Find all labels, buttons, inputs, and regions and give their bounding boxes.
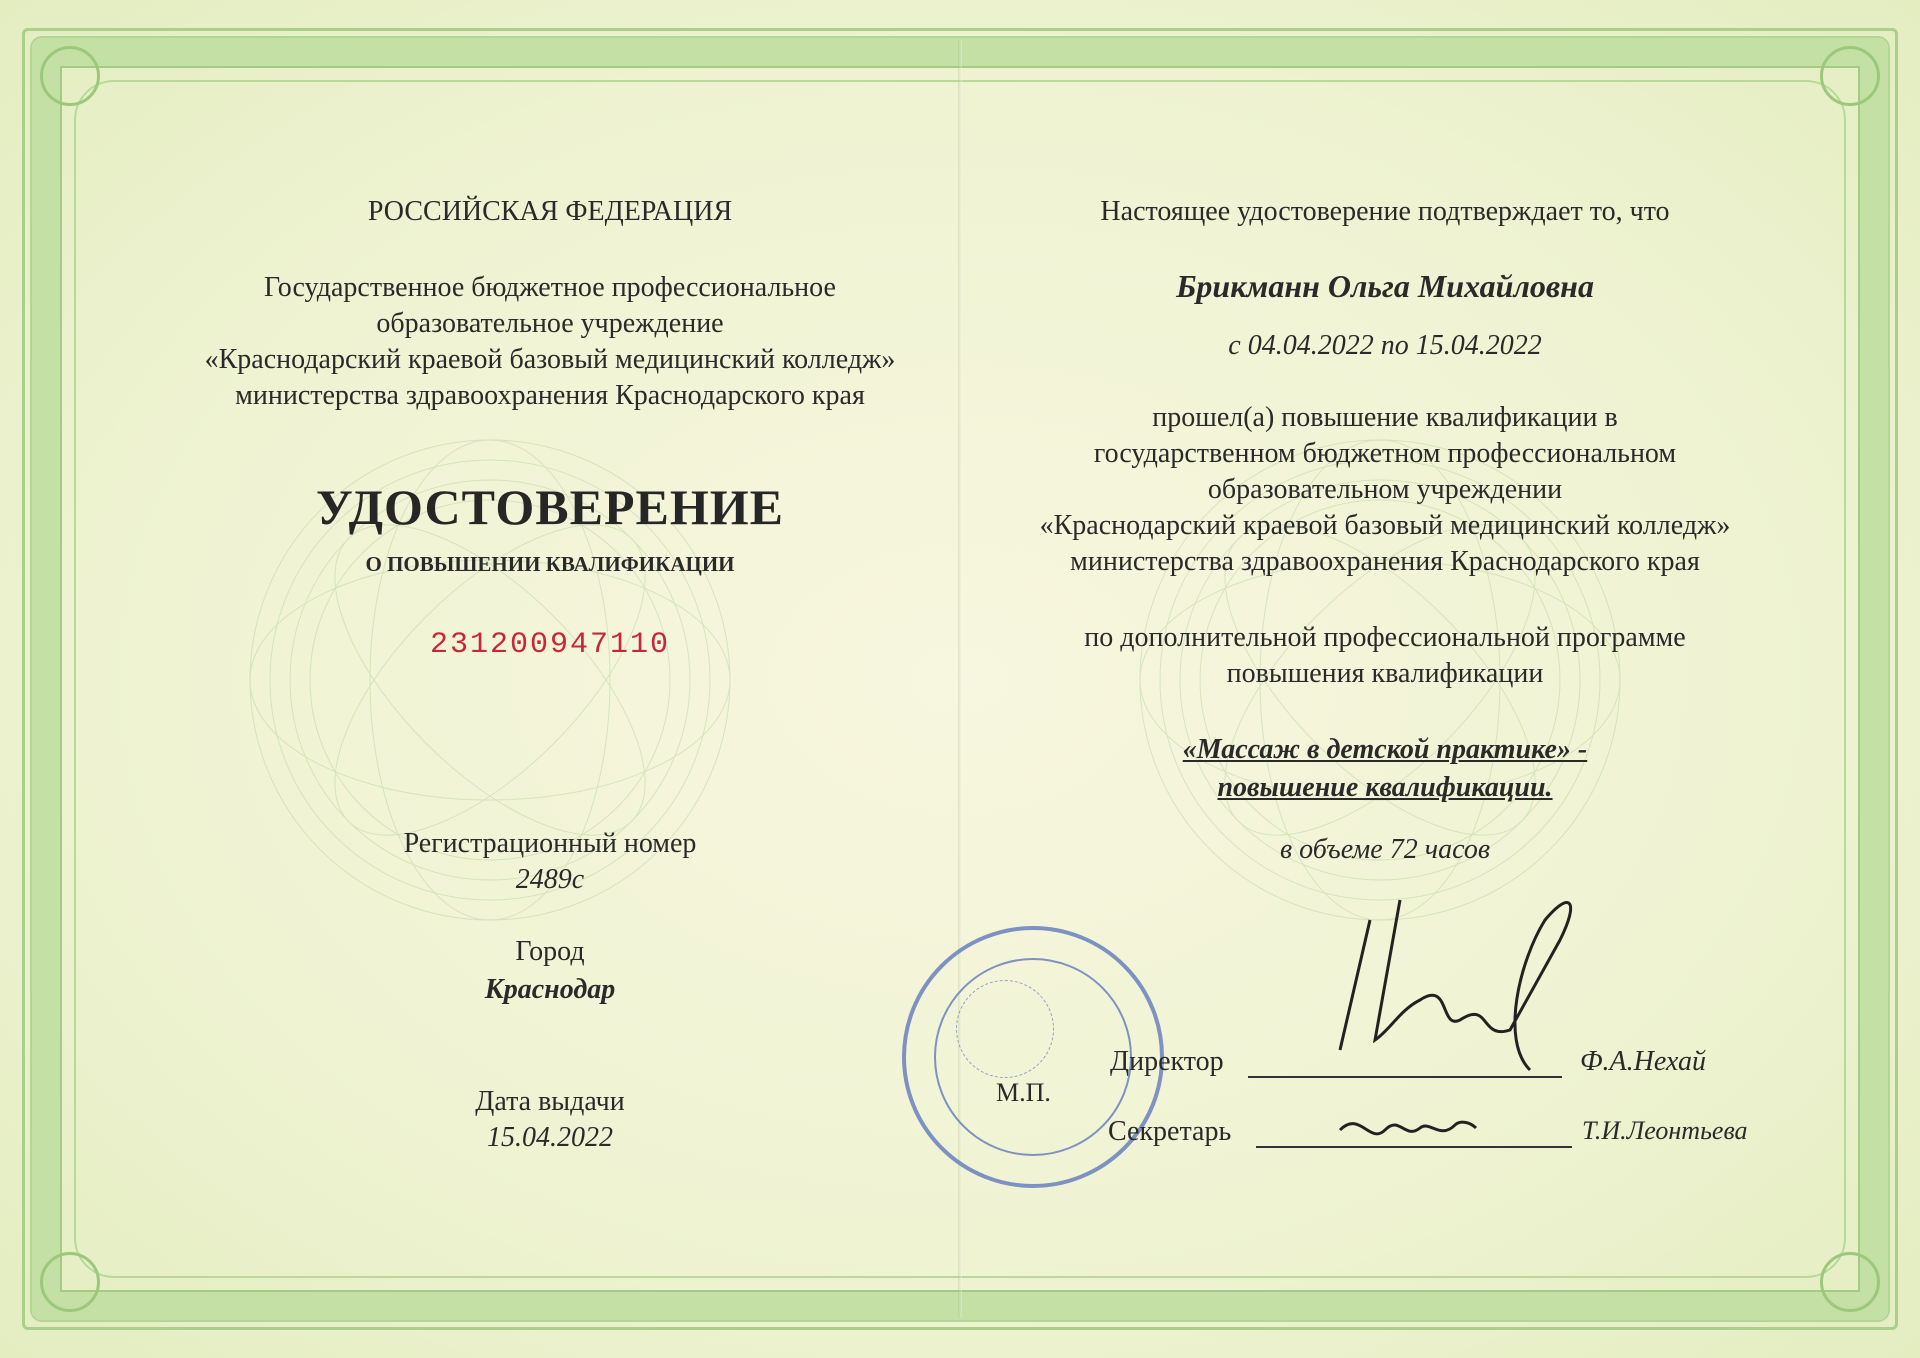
corner-ornament-icon bbox=[40, 46, 100, 106]
course-title-line-1: «Массаж в детской практике» - bbox=[1182, 734, 1588, 765]
document-title: УДОСТОВЕРЕНИЕ bbox=[316, 479, 784, 535]
serial-number: 231200947110 bbox=[429, 628, 671, 662]
coat-of-arms-icon bbox=[956, 980, 1054, 1078]
body-line-4: «Краснодарский краевой базовый медицинский колледж» bbox=[1039, 510, 1731, 541]
secretary-label: Секретарь bbox=[1108, 1116, 1232, 1147]
reg-number-label: Регистрационный номер bbox=[403, 828, 697, 859]
reg-number-value: 2489с bbox=[515, 864, 585, 895]
body-line-3: образовательном учреждении bbox=[1207, 474, 1563, 505]
training-period: с 04.04.2022 по 15.04.2022 bbox=[1228, 330, 1542, 361]
stamp-place-mark: М.П. bbox=[996, 1078, 1051, 1107]
corner-ornament-icon bbox=[40, 1252, 100, 1312]
body-line-5: министерства здравоохранения Краснодарского края bbox=[1070, 546, 1700, 577]
course-title-line-2: повышение квалификации. bbox=[1217, 772, 1553, 803]
holder-name: Брикманн Ольга Михайловна bbox=[1176, 268, 1594, 304]
org-line-1: Государственное бюджетное профессиональное bbox=[264, 272, 836, 303]
org-line-2: образовательное учреждение bbox=[376, 308, 724, 339]
org-line-3: «Краснодарский краевой базовый медицинский колледж» bbox=[204, 344, 896, 375]
director-name: Ф.А.Нехай bbox=[1580, 1046, 1706, 1077]
program-line-2: повышения квалификации bbox=[1226, 658, 1544, 689]
document-subtitle: О ПОВЫШЕНИИ КВАЛИФИКАЦИИ bbox=[365, 552, 735, 576]
body-line-1: прошел(а) повышение квалификации в bbox=[1152, 402, 1618, 433]
secretary-signature-icon bbox=[1330, 1100, 1480, 1160]
director-signature-icon bbox=[1300, 880, 1620, 1080]
secretary-name: Т.И.Леонтьева bbox=[1582, 1116, 1748, 1145]
corner-ornament-icon bbox=[1820, 46, 1880, 106]
director-label: Директор bbox=[1110, 1046, 1224, 1077]
corner-ornament-icon bbox=[1820, 1252, 1880, 1312]
country-heading: РОССИЙСКАЯ ФЕДЕРАЦИЯ bbox=[367, 196, 733, 227]
org-line-4: министерства здравоохранения Краснодарского края bbox=[235, 380, 865, 411]
issue-date-label: Дата выдачи bbox=[475, 1086, 625, 1117]
city-label: Город bbox=[515, 936, 585, 967]
issue-date-value: 15.04.2022 bbox=[487, 1122, 613, 1153]
program-line-1: по дополнительной профессиональной программе bbox=[1084, 622, 1686, 653]
intro-text: Настоящее удостоверение подтверждает то, что bbox=[1100, 196, 1670, 227]
body-line-2: государственном бюджетном профессиональном bbox=[1093, 438, 1677, 469]
city-value: Краснодар bbox=[484, 974, 616, 1005]
course-hours: в объеме 72 часов bbox=[1280, 834, 1490, 865]
